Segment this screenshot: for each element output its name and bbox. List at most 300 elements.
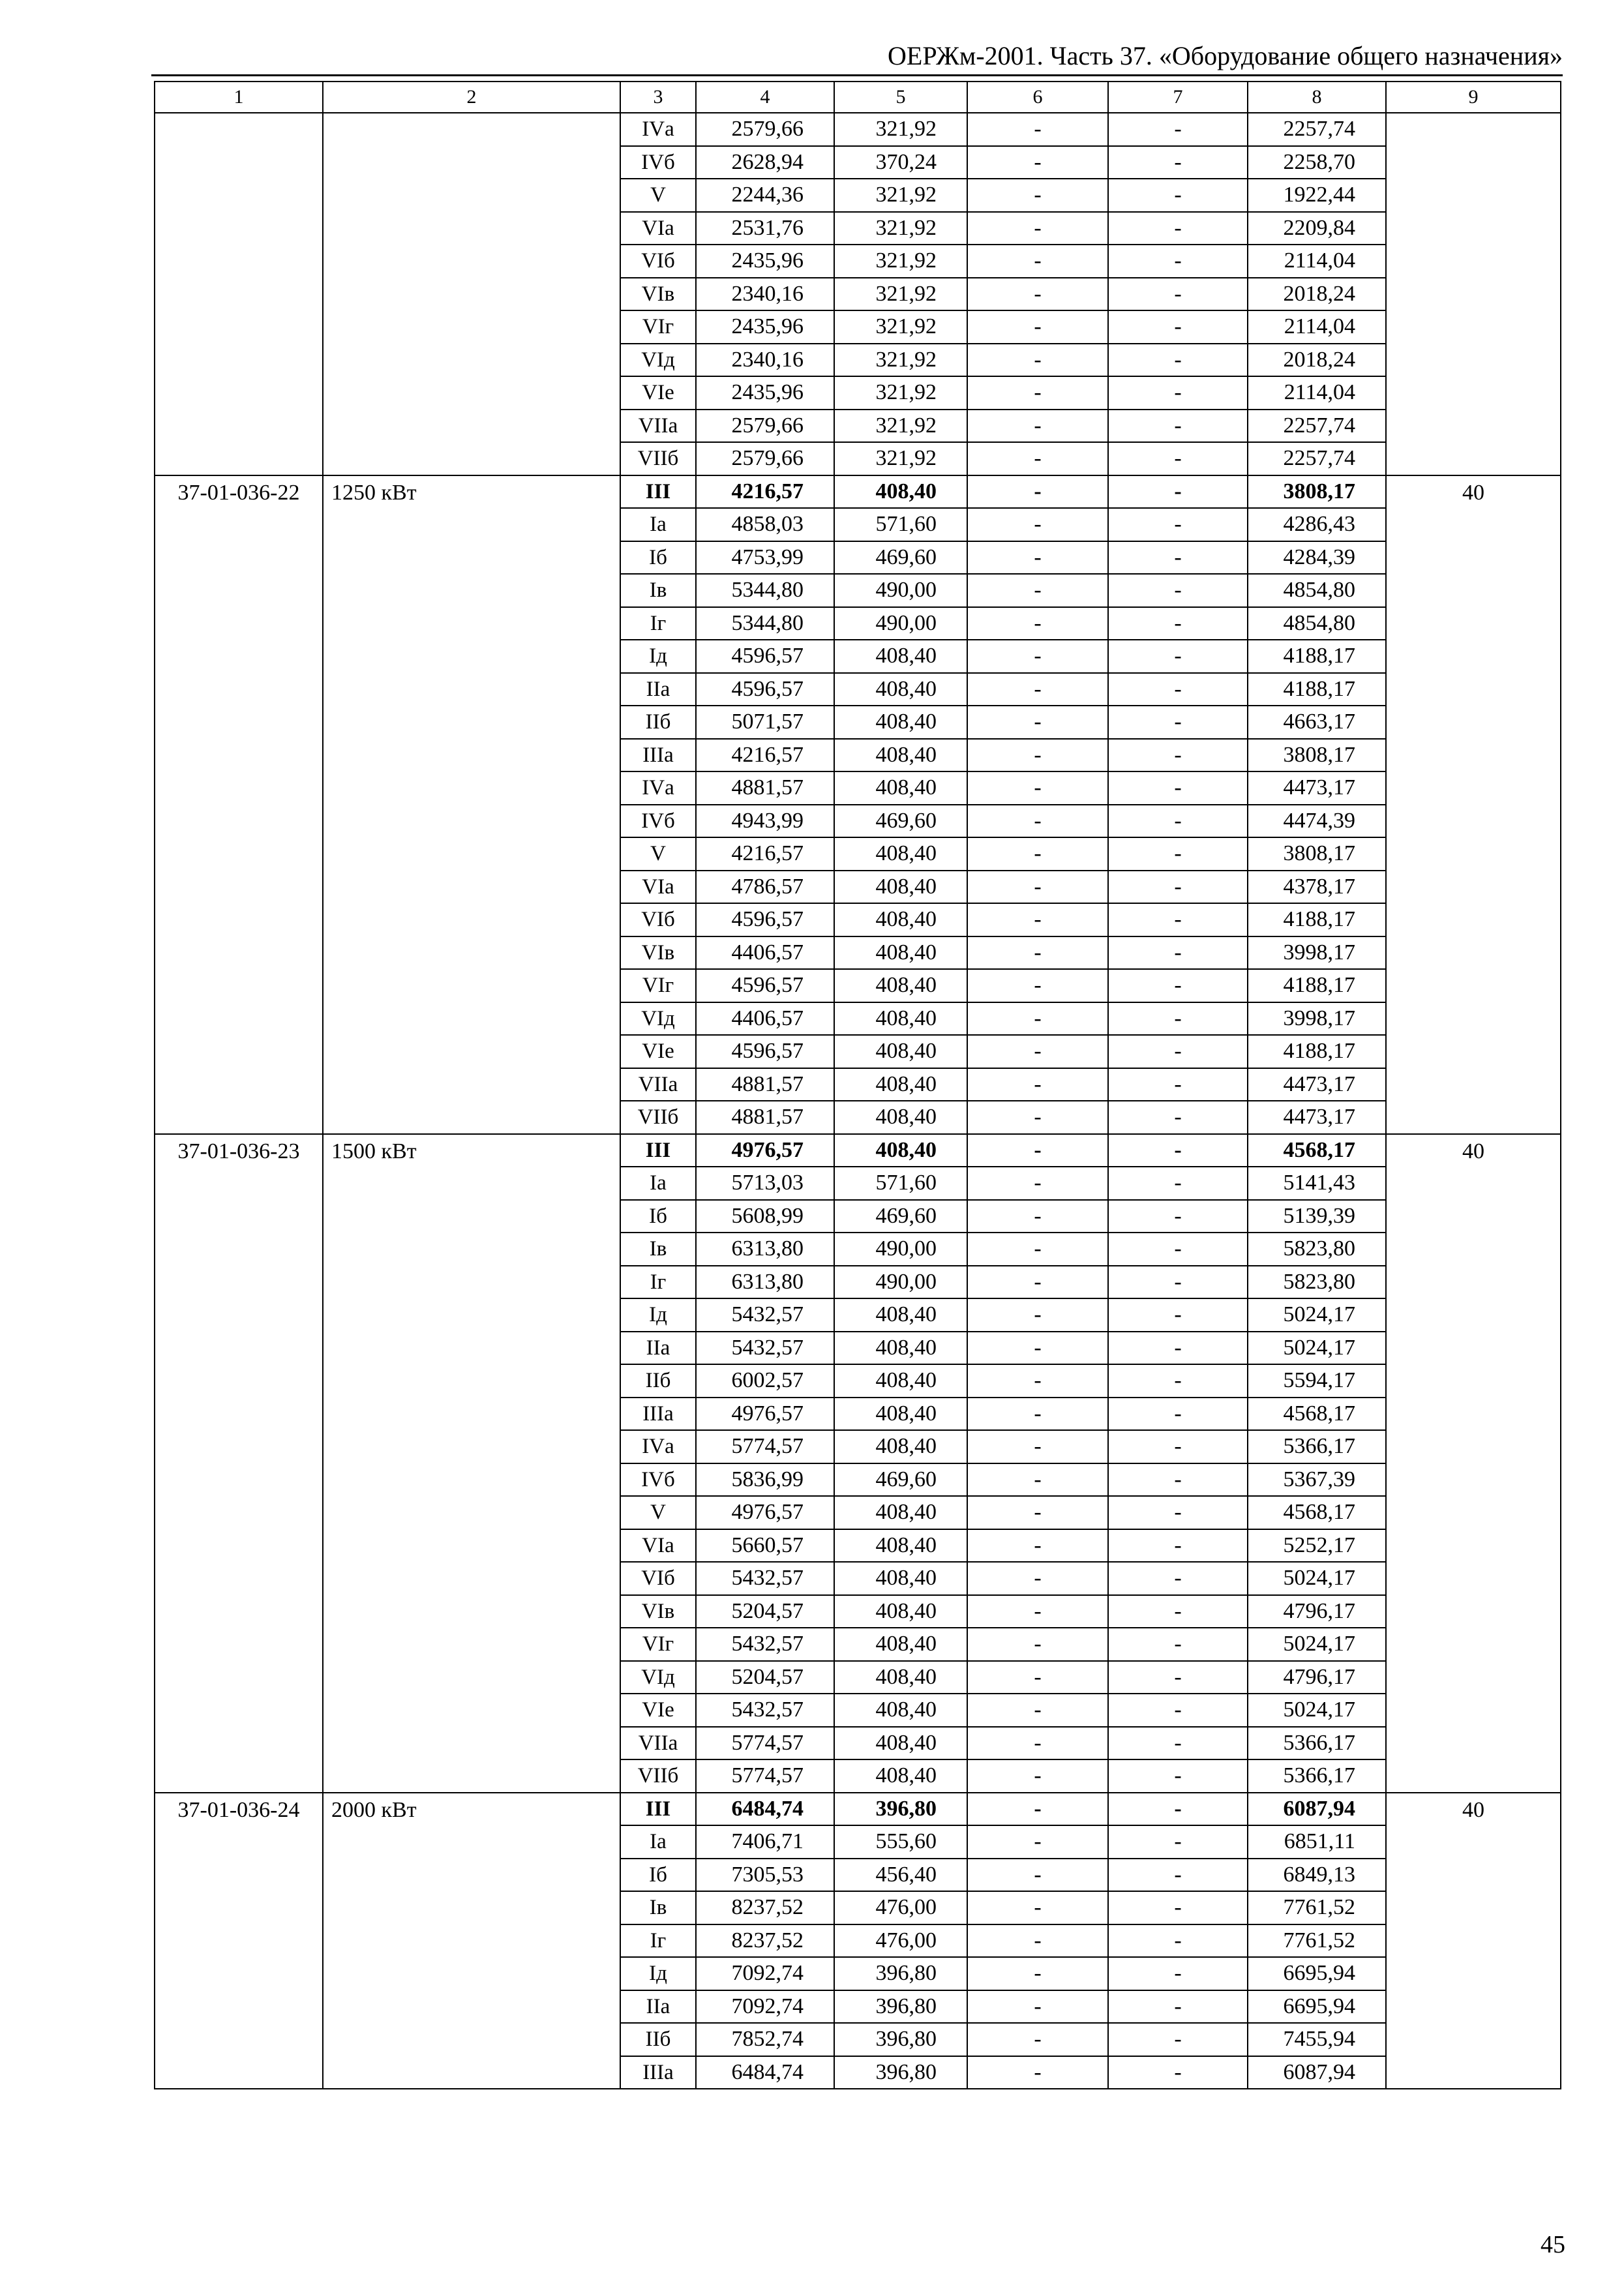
cell-col3: IVб xyxy=(620,146,696,179)
cell-col4: 5344,80 xyxy=(696,574,834,607)
cell-col5: 469,60 xyxy=(834,541,967,575)
cell-col6: - xyxy=(967,1562,1108,1595)
cell-col5: 408,40 xyxy=(834,739,967,772)
cell-col4: 8237,52 xyxy=(696,1924,834,1958)
cell-col8: 4568,17 xyxy=(1248,1496,1386,1529)
cell-col4: 2579,66 xyxy=(696,113,834,146)
cell-col6: - xyxy=(967,706,1108,739)
item-power xyxy=(323,113,620,475)
column-header-1: 1 xyxy=(155,82,323,113)
cell-col7: - xyxy=(1108,179,1248,212)
cell-col9: 40 xyxy=(1386,475,1561,1134)
cell-col4: 4596,57 xyxy=(696,1035,834,1068)
cell-col7: - xyxy=(1108,1101,1248,1134)
cell-col6: - xyxy=(967,376,1108,410)
cell-col5: 571,60 xyxy=(834,508,967,541)
cell-col3: IVа xyxy=(620,1430,696,1463)
cell-col3: IVб xyxy=(620,1463,696,1497)
cell-col8: 4284,39 xyxy=(1248,541,1386,575)
cell-col3: V xyxy=(620,837,696,871)
cell-col5: 469,60 xyxy=(834,1463,967,1497)
cell-col4: 2579,66 xyxy=(696,442,834,475)
cell-col5: 456,40 xyxy=(834,1859,967,1892)
cell-col3: IIа xyxy=(620,1332,696,1365)
cell-col5: 555,60 xyxy=(834,1825,967,1859)
cell-col7: - xyxy=(1108,1529,1248,1563)
cell-col6: - xyxy=(967,1496,1108,1529)
cell-col7: - xyxy=(1108,508,1248,541)
cell-col6: - xyxy=(967,1529,1108,1563)
cell-col6: - xyxy=(967,1233,1108,1266)
cell-col8: 5366,17 xyxy=(1248,1759,1386,1793)
cell-col3: V xyxy=(620,179,696,212)
cell-col3: VIд xyxy=(620,1002,696,1036)
cell-col3: VIе xyxy=(620,1035,696,1068)
cell-col3: VIв xyxy=(620,278,696,311)
cell-col4: 6002,57 xyxy=(696,1364,834,1398)
item-code: 37-01-036-23 xyxy=(155,1134,323,1793)
cell-col6: - xyxy=(967,541,1108,575)
cell-col7: - xyxy=(1108,146,1248,179)
cell-col6: - xyxy=(967,969,1108,1002)
cell-col4: 4786,57 xyxy=(696,871,834,904)
cell-col4: 8237,52 xyxy=(696,1891,834,1924)
cell-col7: - xyxy=(1108,278,1248,311)
cell-col6: - xyxy=(967,1990,1108,2024)
cell-col7: - xyxy=(1108,640,1248,673)
cell-col3: Iб xyxy=(620,1200,696,1233)
cell-col8: 4568,17 xyxy=(1248,1398,1386,1431)
cell-col6: - xyxy=(967,1859,1108,1892)
column-header-5: 5 xyxy=(834,82,967,113)
cell-col7: - xyxy=(1108,1364,1248,1398)
cell-col7: - xyxy=(1108,1957,1248,1990)
cell-col3: Iб xyxy=(620,1859,696,1892)
cell-col4: 5432,57 xyxy=(696,1694,834,1727)
cell-col4: 5071,57 xyxy=(696,706,834,739)
cell-col5: 408,40 xyxy=(834,1068,967,1101)
cell-col4: 5432,57 xyxy=(696,1628,834,1661)
cell-col3: VIб xyxy=(620,245,696,278)
cell-col4: 4596,57 xyxy=(696,640,834,673)
cell-col5: 408,40 xyxy=(834,837,967,871)
cell-col8: 3998,17 xyxy=(1248,1002,1386,1036)
cell-col3: Iд xyxy=(620,640,696,673)
cell-col7: - xyxy=(1108,212,1248,245)
cell-col3: Iг xyxy=(620,607,696,640)
cell-col3: III xyxy=(620,475,696,509)
cell-col4: 6313,80 xyxy=(696,1233,834,1266)
cell-col8: 6695,94 xyxy=(1248,1957,1386,1990)
cell-col8: 5366,17 xyxy=(1248,1727,1386,1760)
cell-col7: - xyxy=(1108,1793,1248,1826)
cell-col7: - xyxy=(1108,310,1248,344)
cell-col8: 7761,52 xyxy=(1248,1924,1386,1958)
cell-col5: 321,92 xyxy=(834,376,967,410)
cell-col8: 4854,80 xyxy=(1248,607,1386,640)
cell-col3: IIб xyxy=(620,1364,696,1398)
cell-col8: 5594,17 xyxy=(1248,1364,1386,1398)
cell-col4: 5608,99 xyxy=(696,1200,834,1233)
cell-col6: - xyxy=(967,1167,1108,1200)
cell-col4: 6484,74 xyxy=(696,1793,834,1826)
cell-col5: 396,80 xyxy=(834,2023,967,2056)
cell-col8: 4796,17 xyxy=(1248,1661,1386,1694)
cell-col3: VIв xyxy=(620,936,696,970)
cell-col3: Iв xyxy=(620,1233,696,1266)
cell-col6: - xyxy=(967,1298,1108,1332)
cell-col5: 408,40 xyxy=(834,1002,967,1036)
cell-col8: 3808,17 xyxy=(1248,837,1386,871)
cell-col3: VIб xyxy=(620,1562,696,1595)
price-table xyxy=(154,81,1561,2089)
cell-col4: 7852,74 xyxy=(696,2023,834,2056)
cell-col6: - xyxy=(967,1694,1108,1727)
cell-col5: 408,40 xyxy=(834,1694,967,1727)
cell-col3: VIд xyxy=(620,344,696,377)
cell-col7: - xyxy=(1108,2023,1248,2056)
cell-col3: VIIа xyxy=(620,1068,696,1101)
cell-col8: 4796,17 xyxy=(1248,1595,1386,1628)
cell-col4: 5774,57 xyxy=(696,1727,834,1760)
cell-col6: - xyxy=(967,1134,1108,1167)
cell-col6: - xyxy=(967,442,1108,475)
cell-col8: 2114,04 xyxy=(1248,245,1386,278)
cell-col6: - xyxy=(967,1101,1108,1134)
cell-col7: - xyxy=(1108,1266,1248,1299)
cell-col8: 4474,39 xyxy=(1248,805,1386,838)
cell-col3: Iв xyxy=(620,574,696,607)
cell-col5: 408,40 xyxy=(834,1035,967,1068)
table-body xyxy=(155,82,1561,2089)
cell-col8: 5024,17 xyxy=(1248,1298,1386,1332)
cell-col8: 2209,84 xyxy=(1248,212,1386,245)
column-header-row xyxy=(155,82,1561,113)
cell-col6: - xyxy=(967,278,1108,311)
cell-col8: 7761,52 xyxy=(1248,1891,1386,1924)
cell-col6: - xyxy=(967,1430,1108,1463)
cell-col6: - xyxy=(967,1200,1108,1233)
cell-col3: IVа xyxy=(620,771,696,805)
cell-col7: - xyxy=(1108,805,1248,838)
cell-col3: VIе xyxy=(620,1694,696,1727)
cell-col5: 408,40 xyxy=(834,1727,967,1760)
cell-col3: VIIб xyxy=(620,442,696,475)
cell-col4: 2579,66 xyxy=(696,410,834,443)
cell-col8: 5366,17 xyxy=(1248,1430,1386,1463)
cell-col4: 4216,57 xyxy=(696,739,834,772)
header-rule xyxy=(151,74,1563,76)
cell-col3: IIб xyxy=(620,706,696,739)
cell-col3: VIг xyxy=(620,1628,696,1661)
cell-col7: - xyxy=(1108,1167,1248,1200)
item-code: 37-01-036-24 xyxy=(155,1793,323,2089)
cell-col6: - xyxy=(967,1463,1108,1497)
cell-col3: III xyxy=(620,1134,696,1167)
cell-col8: 4568,17 xyxy=(1248,1134,1386,1167)
column-header-8: 8 xyxy=(1248,82,1386,113)
cell-col8: 5141,43 xyxy=(1248,1167,1386,1200)
cell-col7: - xyxy=(1108,1233,1248,1266)
cell-col5: 408,40 xyxy=(834,1562,967,1595)
cell-col5: 408,40 xyxy=(834,1332,967,1365)
cell-col5: 408,40 xyxy=(834,706,967,739)
cell-col6: - xyxy=(967,837,1108,871)
cell-col4: 5660,57 xyxy=(696,1529,834,1563)
cell-col3: Iд xyxy=(620,1957,696,1990)
cell-col6: - xyxy=(967,508,1108,541)
cell-col3: VIIб xyxy=(620,1759,696,1793)
cell-col5: 490,00 xyxy=(834,1233,967,1266)
cell-col7: - xyxy=(1108,245,1248,278)
cell-col5: 321,92 xyxy=(834,442,967,475)
cell-col7: - xyxy=(1108,936,1248,970)
cell-col7: - xyxy=(1108,1661,1248,1694)
cell-col8: 2114,04 xyxy=(1248,310,1386,344)
cell-col7: - xyxy=(1108,903,1248,936)
cell-col8: 2257,74 xyxy=(1248,410,1386,443)
cell-col5: 469,60 xyxy=(834,805,967,838)
cell-col7: - xyxy=(1108,1990,1248,2024)
cell-col6: - xyxy=(967,739,1108,772)
column-header-2: 2 xyxy=(323,82,620,113)
cell-col4: 2340,16 xyxy=(696,344,834,377)
cell-col4: 4596,57 xyxy=(696,673,834,706)
cell-col5: 321,92 xyxy=(834,113,967,146)
cell-col7: - xyxy=(1108,607,1248,640)
cell-col7: - xyxy=(1108,1924,1248,1958)
cell-col7: - xyxy=(1108,442,1248,475)
cell-col8: 4188,17 xyxy=(1248,969,1386,1002)
item-code xyxy=(155,113,323,475)
cell-col5: 408,40 xyxy=(834,1496,967,1529)
cell-col7: - xyxy=(1108,673,1248,706)
cell-col3: IIIа xyxy=(620,1398,696,1431)
cell-col8: 4378,17 xyxy=(1248,871,1386,904)
cell-col5: 321,92 xyxy=(834,344,967,377)
cell-col4: 4881,57 xyxy=(696,771,834,805)
cell-col7: - xyxy=(1108,1628,1248,1661)
cell-col7: - xyxy=(1108,1859,1248,1892)
cell-col8: 4663,17 xyxy=(1248,706,1386,739)
cell-col4: 2435,96 xyxy=(696,310,834,344)
cell-col5: 408,40 xyxy=(834,1298,967,1332)
cell-col5: 408,40 xyxy=(834,673,967,706)
cell-col3: VIIб xyxy=(620,1101,696,1134)
cell-col5: 476,00 xyxy=(834,1924,967,1958)
cell-col6: - xyxy=(967,212,1108,245)
cell-col5: 408,40 xyxy=(834,969,967,1002)
cell-col8: 6849,13 xyxy=(1248,1859,1386,1892)
cell-col6: - xyxy=(967,1957,1108,1990)
cell-col4: 2340,16 xyxy=(696,278,834,311)
cell-col4: 4216,57 xyxy=(696,837,834,871)
cell-col7: - xyxy=(1108,574,1248,607)
cell-col3: Iг xyxy=(620,1924,696,1958)
cell-col5: 490,00 xyxy=(834,574,967,607)
cell-col3: IIа xyxy=(620,673,696,706)
cell-col6: - xyxy=(967,410,1108,443)
cell-col8: 4473,17 xyxy=(1248,771,1386,805)
cell-col5: 408,40 xyxy=(834,1134,967,1167)
cell-col6: - xyxy=(967,1002,1108,1036)
cell-col7: - xyxy=(1108,541,1248,575)
cell-col6: - xyxy=(967,903,1108,936)
cell-col5: 321,92 xyxy=(834,410,967,443)
cell-col6: - xyxy=(967,1068,1108,1101)
cell-col3: VIе xyxy=(620,376,696,410)
cell-col4: 4596,57 xyxy=(696,903,834,936)
cell-col8: 5823,80 xyxy=(1248,1233,1386,1266)
cell-col6: - xyxy=(967,640,1108,673)
column-header-9: 9 xyxy=(1386,82,1561,113)
cell-col3: Iг xyxy=(620,1266,696,1299)
cell-col8: 3808,17 xyxy=(1248,475,1386,509)
cell-col7: - xyxy=(1108,1298,1248,1332)
cell-col5: 396,80 xyxy=(834,2056,967,2089)
cell-col6: - xyxy=(967,179,1108,212)
cell-col6: - xyxy=(967,1727,1108,1760)
cell-col8: 2257,74 xyxy=(1248,113,1386,146)
cell-col3: VIIа xyxy=(620,410,696,443)
cell-col6: - xyxy=(967,245,1108,278)
cell-col8: 6851,11 xyxy=(1248,1825,1386,1859)
cell-col4: 2628,94 xyxy=(696,146,834,179)
cell-col4: 4976,57 xyxy=(696,1398,834,1431)
cell-col6: - xyxy=(967,475,1108,509)
cell-col5: 408,40 xyxy=(834,1364,967,1398)
cell-col5: 396,80 xyxy=(834,1793,967,1826)
page-number: 45 xyxy=(1541,2231,1565,2258)
cell-col8: 4473,17 xyxy=(1248,1101,1386,1134)
cell-col3: V xyxy=(620,1496,696,1529)
cell-col8: 4188,17 xyxy=(1248,903,1386,936)
cell-col7: - xyxy=(1108,1759,1248,1793)
cell-col3: VIд xyxy=(620,1661,696,1694)
cell-col5: 408,40 xyxy=(834,1595,967,1628)
cell-col7: - xyxy=(1108,1727,1248,1760)
cell-col4: 4881,57 xyxy=(696,1068,834,1101)
page-header: ОЕРЖм-2001. Часть 37. «Оборудование общего назначения» xyxy=(888,41,1563,70)
cell-col4: 5432,57 xyxy=(696,1562,834,1595)
column-header-4: 4 xyxy=(696,82,834,113)
cell-col5: 321,92 xyxy=(834,212,967,245)
cell-col8: 5823,80 xyxy=(1248,1266,1386,1299)
cell-col5: 321,92 xyxy=(834,179,967,212)
cell-col6: - xyxy=(967,1628,1108,1661)
cell-col3: IIб xyxy=(620,2023,696,2056)
cell-col3: VIа xyxy=(620,871,696,904)
cell-col7: - xyxy=(1108,410,1248,443)
cell-col8: 4188,17 xyxy=(1248,1035,1386,1068)
cell-col6: - xyxy=(967,1825,1108,1859)
cell-col7: - xyxy=(1108,1694,1248,1727)
cell-col3: IIIа xyxy=(620,2056,696,2089)
cell-col4: 5204,57 xyxy=(696,1661,834,1694)
cell-col6: - xyxy=(967,607,1108,640)
cell-col5: 476,00 xyxy=(834,1891,967,1924)
cell-col7: - xyxy=(1108,1002,1248,1036)
cell-col5: 408,40 xyxy=(834,1661,967,1694)
cell-col8: 2114,04 xyxy=(1248,376,1386,410)
cell-col5: 321,92 xyxy=(834,245,967,278)
cell-col4: 7092,74 xyxy=(696,1990,834,2024)
cell-col3: Iб xyxy=(620,541,696,575)
cell-col4: 5432,57 xyxy=(696,1298,834,1332)
cell-col3: VIб xyxy=(620,903,696,936)
cell-col5: 490,00 xyxy=(834,607,967,640)
cell-col6: - xyxy=(967,1924,1108,1958)
cell-col4: 4881,57 xyxy=(696,1101,834,1134)
cell-col3: Iд xyxy=(620,1298,696,1332)
cell-col7: - xyxy=(1108,1595,1248,1628)
cell-col6: - xyxy=(967,1661,1108,1694)
cell-col4: 2244,36 xyxy=(696,179,834,212)
cell-col8: 1922,44 xyxy=(1248,179,1386,212)
cell-col6: - xyxy=(967,805,1108,838)
cell-col8: 5252,17 xyxy=(1248,1529,1386,1563)
cell-col6: - xyxy=(967,344,1108,377)
cell-col4: 4596,57 xyxy=(696,969,834,1002)
cell-col5: 408,40 xyxy=(834,1529,967,1563)
cell-col4: 4753,99 xyxy=(696,541,834,575)
cell-col5: 571,60 xyxy=(834,1167,967,1200)
cell-col5: 396,80 xyxy=(834,1957,967,1990)
cell-col8: 7455,94 xyxy=(1248,2023,1386,2056)
cell-col8: 3998,17 xyxy=(1248,936,1386,970)
cell-col3: VIа xyxy=(620,1529,696,1563)
cell-col7: - xyxy=(1108,1398,1248,1431)
cell-col3: III xyxy=(620,1793,696,1826)
cell-col4: 7305,53 xyxy=(696,1859,834,1892)
cell-col8: 3808,17 xyxy=(1248,739,1386,772)
cell-col4: 4858,03 xyxy=(696,508,834,541)
cell-col7: - xyxy=(1108,871,1248,904)
cell-col8: 4188,17 xyxy=(1248,673,1386,706)
cell-col3: VIIа xyxy=(620,1727,696,1760)
cell-col6: - xyxy=(967,1891,1108,1924)
cell-col5: 408,40 xyxy=(834,936,967,970)
cell-col8: 6087,94 xyxy=(1248,2056,1386,2089)
cell-col7: - xyxy=(1108,113,1248,146)
cell-col5: 321,92 xyxy=(834,278,967,311)
cell-col5: 408,40 xyxy=(834,903,967,936)
cell-col7: - xyxy=(1108,1068,1248,1101)
cell-col4: 6484,74 xyxy=(696,2056,834,2089)
cell-col7: - xyxy=(1108,376,1248,410)
cell-col6: - xyxy=(967,2056,1108,2089)
cell-col5: 321,92 xyxy=(834,310,967,344)
cell-col8: 2018,24 xyxy=(1248,344,1386,377)
cell-col7: - xyxy=(1108,1825,1248,1859)
cell-col8: 2258,70 xyxy=(1248,146,1386,179)
cell-col3: Iа xyxy=(620,1825,696,1859)
cell-col3: Iа xyxy=(620,508,696,541)
item-power: 1500 кВт xyxy=(323,1134,620,1793)
cell-col8: 5024,17 xyxy=(1248,1562,1386,1595)
cell-col3: VIа xyxy=(620,212,696,245)
cell-col8: 4286,43 xyxy=(1248,508,1386,541)
cell-col7: - xyxy=(1108,1200,1248,1233)
cell-col4: 5432,57 xyxy=(696,1332,834,1365)
cell-col7: - xyxy=(1108,739,1248,772)
cell-col3: VIг xyxy=(620,969,696,1002)
cell-col4: 5713,03 xyxy=(696,1167,834,1200)
cell-col4: 5774,57 xyxy=(696,1759,834,1793)
cell-col8: 4854,80 xyxy=(1248,574,1386,607)
column-header-6: 6 xyxy=(967,82,1108,113)
cell-col8: 5024,17 xyxy=(1248,1332,1386,1365)
